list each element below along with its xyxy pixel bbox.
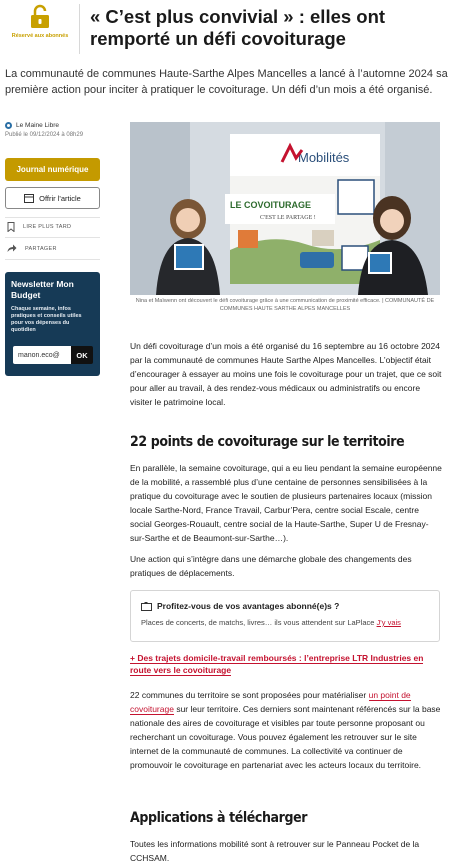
subscriber-label: Réservé aux abonnés <box>11 33 69 39</box>
read-later-label: LIRE PLUS TARD <box>23 224 72 230</box>
share-action[interactable] <box>7 244 57 253</box>
promo-text-row <box>141 618 429 627</box>
section-heading-applications: Applications à télécharger <box>130 810 308 826</box>
header-divider <box>79 4 80 54</box>
article-lead: La communauté de communes Haute-Sarthe Alpes Mancelles a lancé à l’automne 2024 sa première action pour inciter à pratiquer le covoiturage. Un défi d’un mois a été organisé. <box>5 68 448 96</box>
article-paragraph-4 <box>130 688 442 772</box>
article-paragraph-5: Toutes les informations mobilité sont à retrouver sur le Panneau Pocket de la CCHSAM. <box>130 839 420 863</box>
source-row[interactable] <box>5 122 125 129</box>
banner-line-2: C'EST LE PARTAGE ! <box>260 215 316 221</box>
section-heading-covoiturage-points: 22 points de covoiturage sur le territoire <box>130 434 405 450</box>
newsletter-submit-button[interactable]: OK <box>71 346 93 364</box>
article-paragraph-3: Une action qui s’intègre dans une démarche globale des changements des pratiques de déplacements. <box>130 554 412 578</box>
share-arrow-icon <box>7 244 17 253</box>
publish-date: Publié le 09/12/2024 à 08h29 <box>5 132 84 138</box>
promo-text: Places de concerts, de matchs, livres… ils vous attendent sur LaPlace <box>141 618 375 627</box>
newsletter-email-input[interactable]: manon.eco@ <box>13 346 71 364</box>
digital-edition-button[interactable]: Journal numérique <box>5 158 100 181</box>
article-paragraph-2: En parallèle, la semaine covoiturage, qui a eu lieu pendant la semaine européenne de la mobilité, a rassemblé plus d’une centaine de personnes sensibilisées à la pratique du covoiturage avec le soutien de plusieurs partenaires locaux (mission locale Sarthe-Nord, France Travail, Carbur’Pera, centre social Escale, centre social Georges-Rouault, centre social de la Haute-Sarthe, Super U de Fresnay-sur-Sarthe et de Beaumont-sur-Sarthe…). <box>130 463 442 543</box>
sidebar-divider <box>5 217 100 218</box>
padlock-icon <box>27 4 53 30</box>
promo-title-row <box>141 601 429 611</box>
bookmark-icon <box>7 222 15 232</box>
article-source <box>5 122 125 138</box>
subscriber-badge <box>6 2 74 54</box>
gift-article-label: Offrir l'article <box>39 193 81 203</box>
banner-line-1: LE COVOITURAGE <box>230 200 312 210</box>
sign-brand-text: Mobilités <box>298 150 350 165</box>
covoiturage-point-link[interactable]: un point de covoiturage <box>130 690 411 714</box>
gift-article-button[interactable] <box>5 187 100 209</box>
read-later-action[interactable] <box>7 222 71 232</box>
sidebar-divider <box>5 259 100 260</box>
share-label: PARTAGER <box>25 245 57 252</box>
photo-illustration <box>130 122 440 295</box>
subscriber-promo-box <box>130 590 440 642</box>
ticket-icon <box>141 602 152 611</box>
newsletter-description: Chaque semaine, infos pratiques et conseils utiles pour vos dépenses du quotidien <box>11 306 82 333</box>
publisher-name: Le Maine Libre <box>16 122 59 129</box>
article-photo[interactable] <box>130 122 440 295</box>
paragraph-4-start: 22 communes du territoire se sont proposées pour matérialiser <box>130 690 369 700</box>
article-title: « C’est plus convivial » : elles ont remporté un défi covoiturage <box>90 6 386 49</box>
related-article-link[interactable] <box>130 652 430 676</box>
article-paragraph-1: Un défi covoiturage d’un mois a été organisé du 16 septembre au 16 octobre 2024 par la communauté de communes Haute Sarthe Alpes Mancelles. L’objectif était d’encourager à essayer au moins une fois le covoiturage pour un trajet, que ce soit pour aller au travail, à des rendez-vous médicaux ou administratifs ou encore visiter le patrimoine local. <box>130 341 442 407</box>
newsletter-form <box>13 346 93 364</box>
publisher-logo-icon <box>5 122 12 129</box>
promo-link[interactable]: J'y vais <box>376 618 401 627</box>
article-header <box>0 0 469 58</box>
gift-icon <box>24 194 34 203</box>
sidebar-divider <box>5 237 100 238</box>
newsletter-title: Newsletter Mon Budget <box>11 279 74 300</box>
related-article-text: + Des trajets domicile-travail remboursés : l’entreprise LTR Industries en route vers le covoiturage <box>130 653 424 675</box>
photo-caption: Nina et Maïwenn ont découvert le défi covoiturage grâce à une communication de proximité efficace. | COMMUNAUTÉ DE COMMUNES HAUTE SARTHE ALPES MANCELLES <box>135 298 435 312</box>
paragraph-4-end: sur leur territoire. Ces derniers sont maintenant référencés sur la base nationale des aires de covoiturage et visibles par toute personne proposant ou recherchant un covoiturage. Vous pouvez également les retrouver sur le site internet de la communauté de communes. La collectivité va continuer de promouvoir le covoiturage en partenariat avec les acteurs locaux du territoire. <box>130 704 441 770</box>
newsletter-box <box>5 272 100 376</box>
promo-title: Profitez-vous de vos avantages abonné(e)s ? <box>157 601 340 611</box>
